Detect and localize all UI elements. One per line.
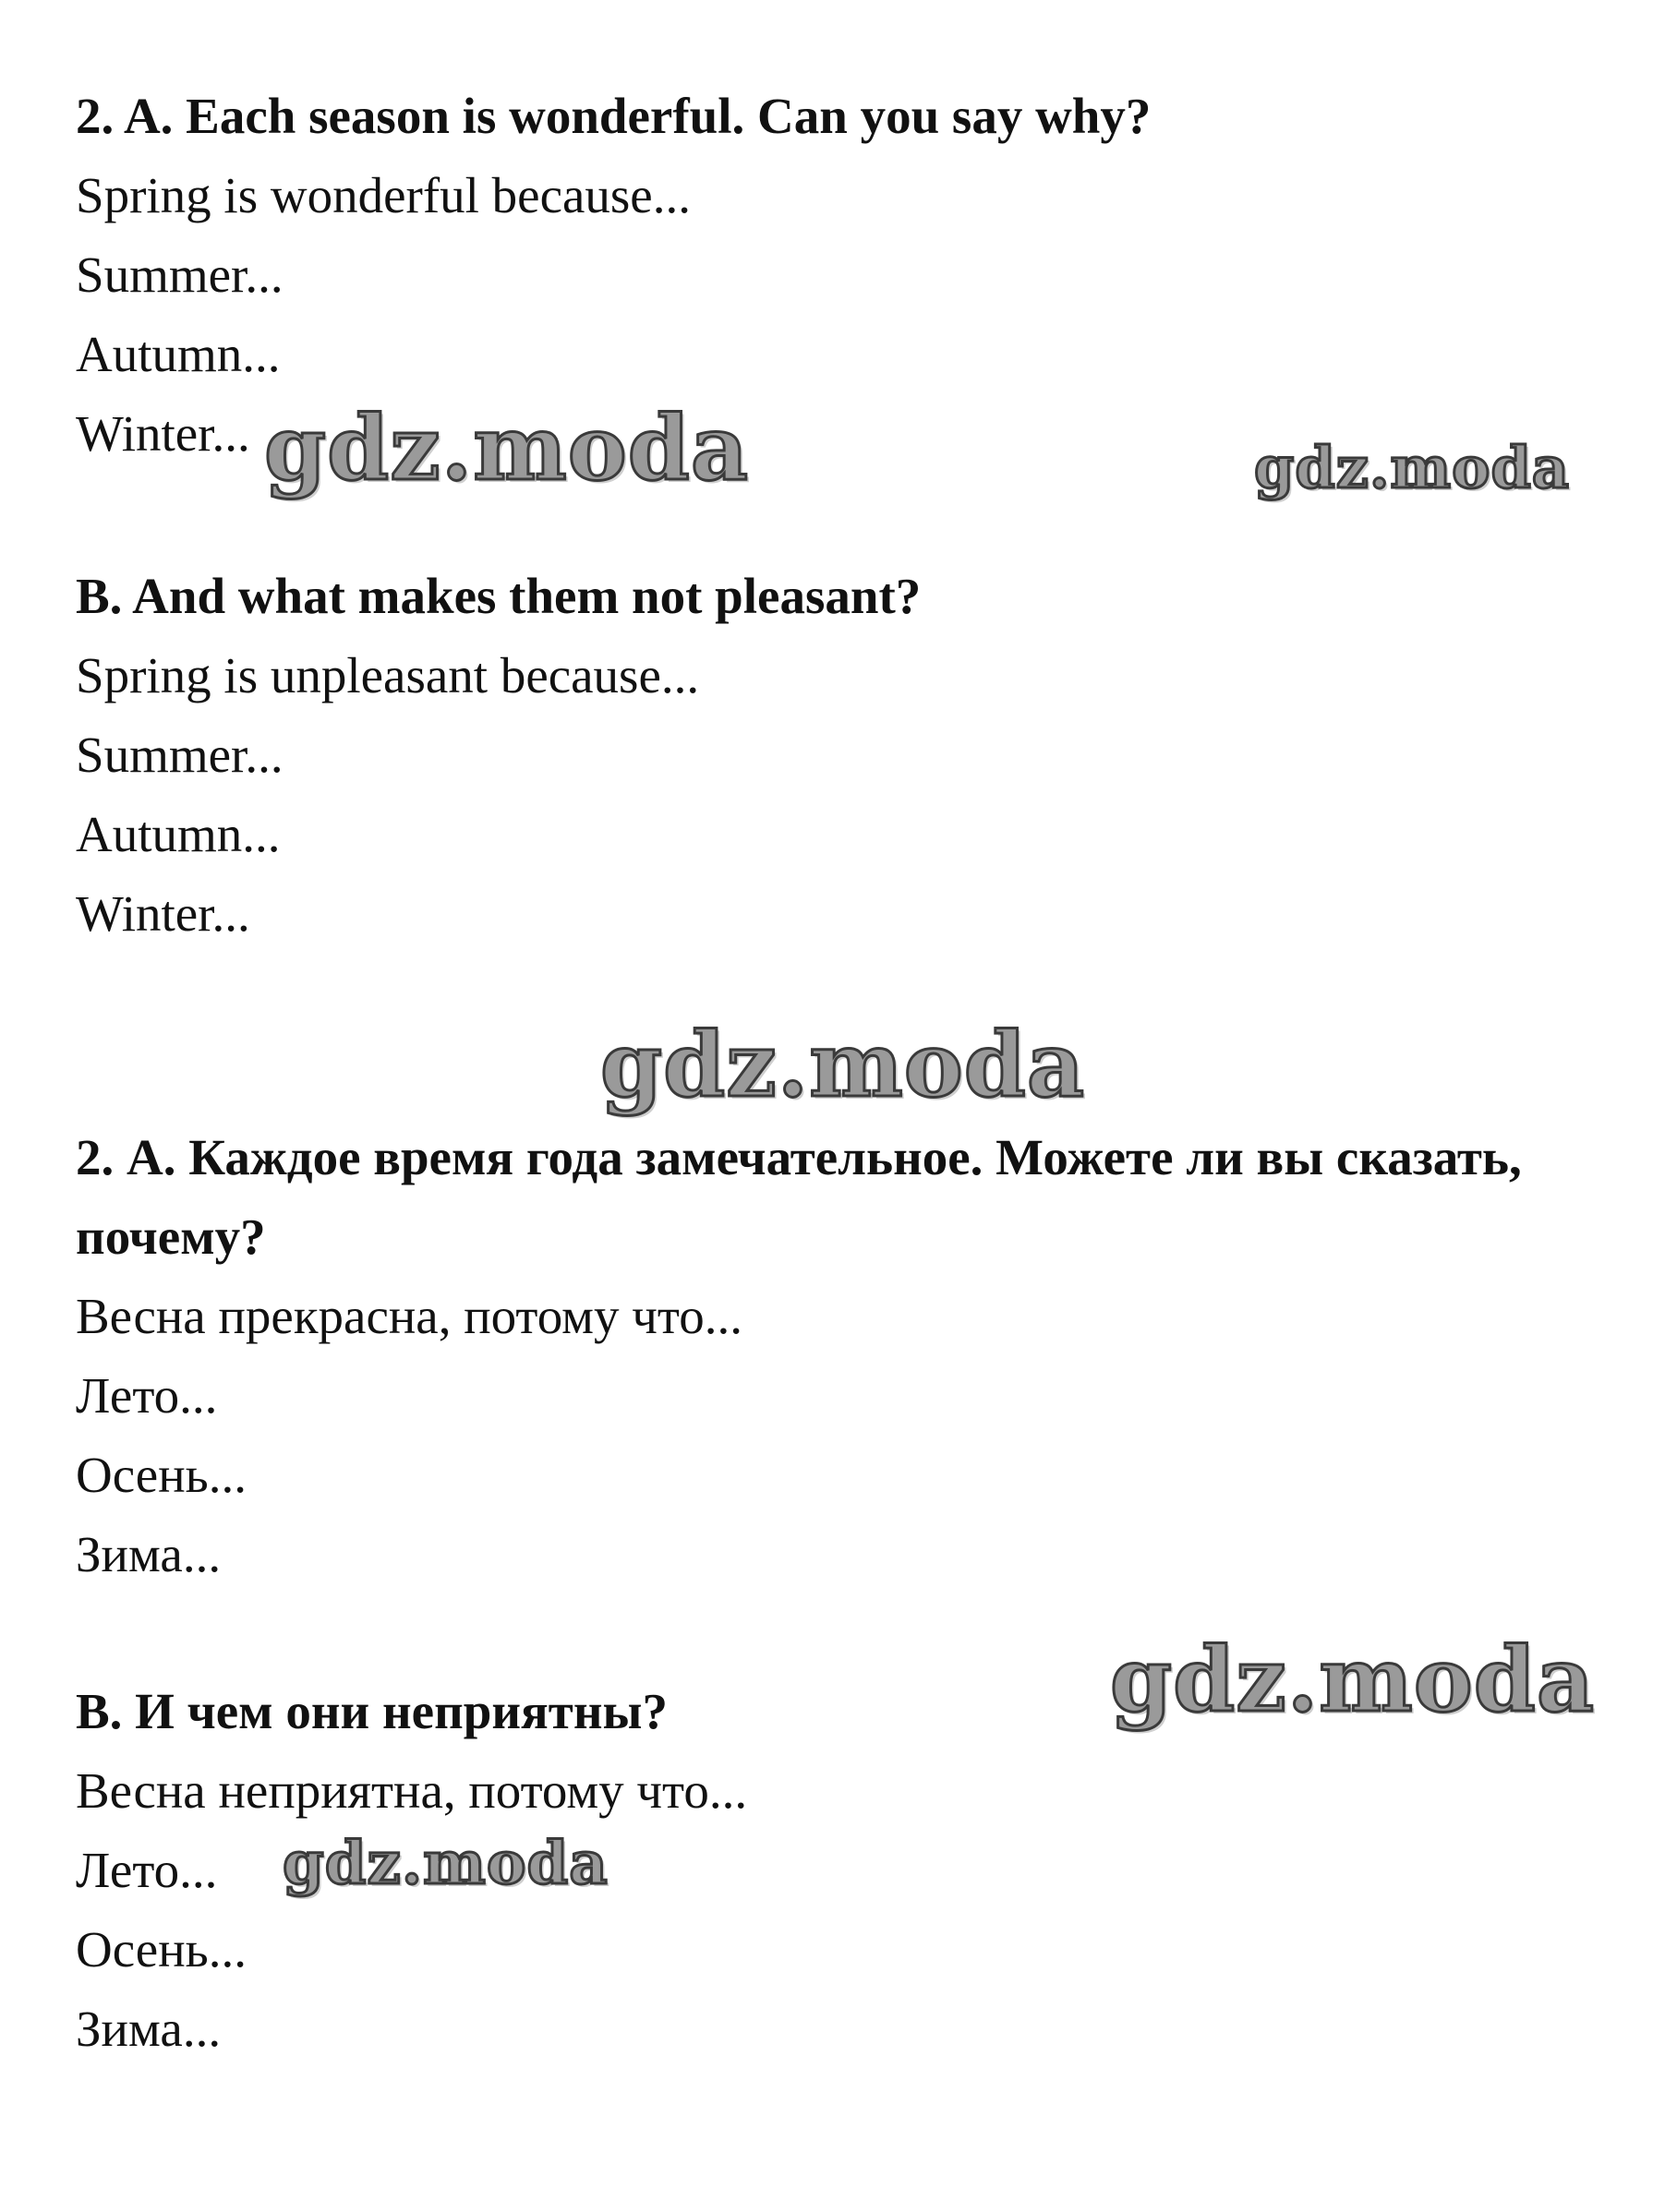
russian-line-summer-a: Лето... [76, 1367, 218, 1424]
watermark-logo: gdz.moda [1254, 434, 1570, 501]
english-line-winter-b: Winter... [76, 885, 250, 942]
russian-heading-a-line2: почему? [76, 1208, 266, 1265]
english-line-autumn-b: Autumn... [76, 806, 281, 862]
english-line-winter-a: Winter... [76, 405, 250, 462]
russian-heading-b: В. И чем они неприятны? [76, 1683, 668, 1739]
russian-line-autumn-b: Осень... [76, 1921, 247, 1978]
russian-line-winter-a: Зима... [76, 1526, 222, 1582]
english-heading-b: B. And what makes them not pleasant? [76, 568, 922, 624]
watermark-logo: gdz.moda [600, 1013, 1086, 1117]
english-line-summer-b: Summer... [76, 727, 284, 783]
russian-line-spring-a: Весна прекрасна, потому что... [76, 1288, 742, 1344]
english-line-spring-a: Spring is wonderful because... [76, 167, 691, 223]
russian-line-autumn-a: Осень... [76, 1447, 247, 1503]
watermark-logo: gdz.moda [283, 1829, 609, 1898]
russian-line-winter-b: Зима... [76, 2001, 222, 2057]
english-line-autumn-a: Autumn... [76, 326, 281, 382]
english-line-summer-a: Summer... [76, 246, 284, 303]
watermark-logo: gdz.moda [1110, 1628, 1596, 1732]
russian-line-spring-b: Весна неприятна, потому что... [76, 1762, 748, 1819]
watermark-logo: gdz.moda [264, 396, 750, 500]
english-heading-a: 2. A. Each season is wonderful. Can you say why? [76, 88, 1152, 144]
english-line-spring-b: Spring is unpleasant because... [76, 647, 700, 703]
russian-line-summer-b: Лето... [76, 1842, 218, 1898]
russian-heading-a-line1: 2. А. Каждое время года замечательное. Можете ли вы сказать, [76, 1129, 1522, 1185]
